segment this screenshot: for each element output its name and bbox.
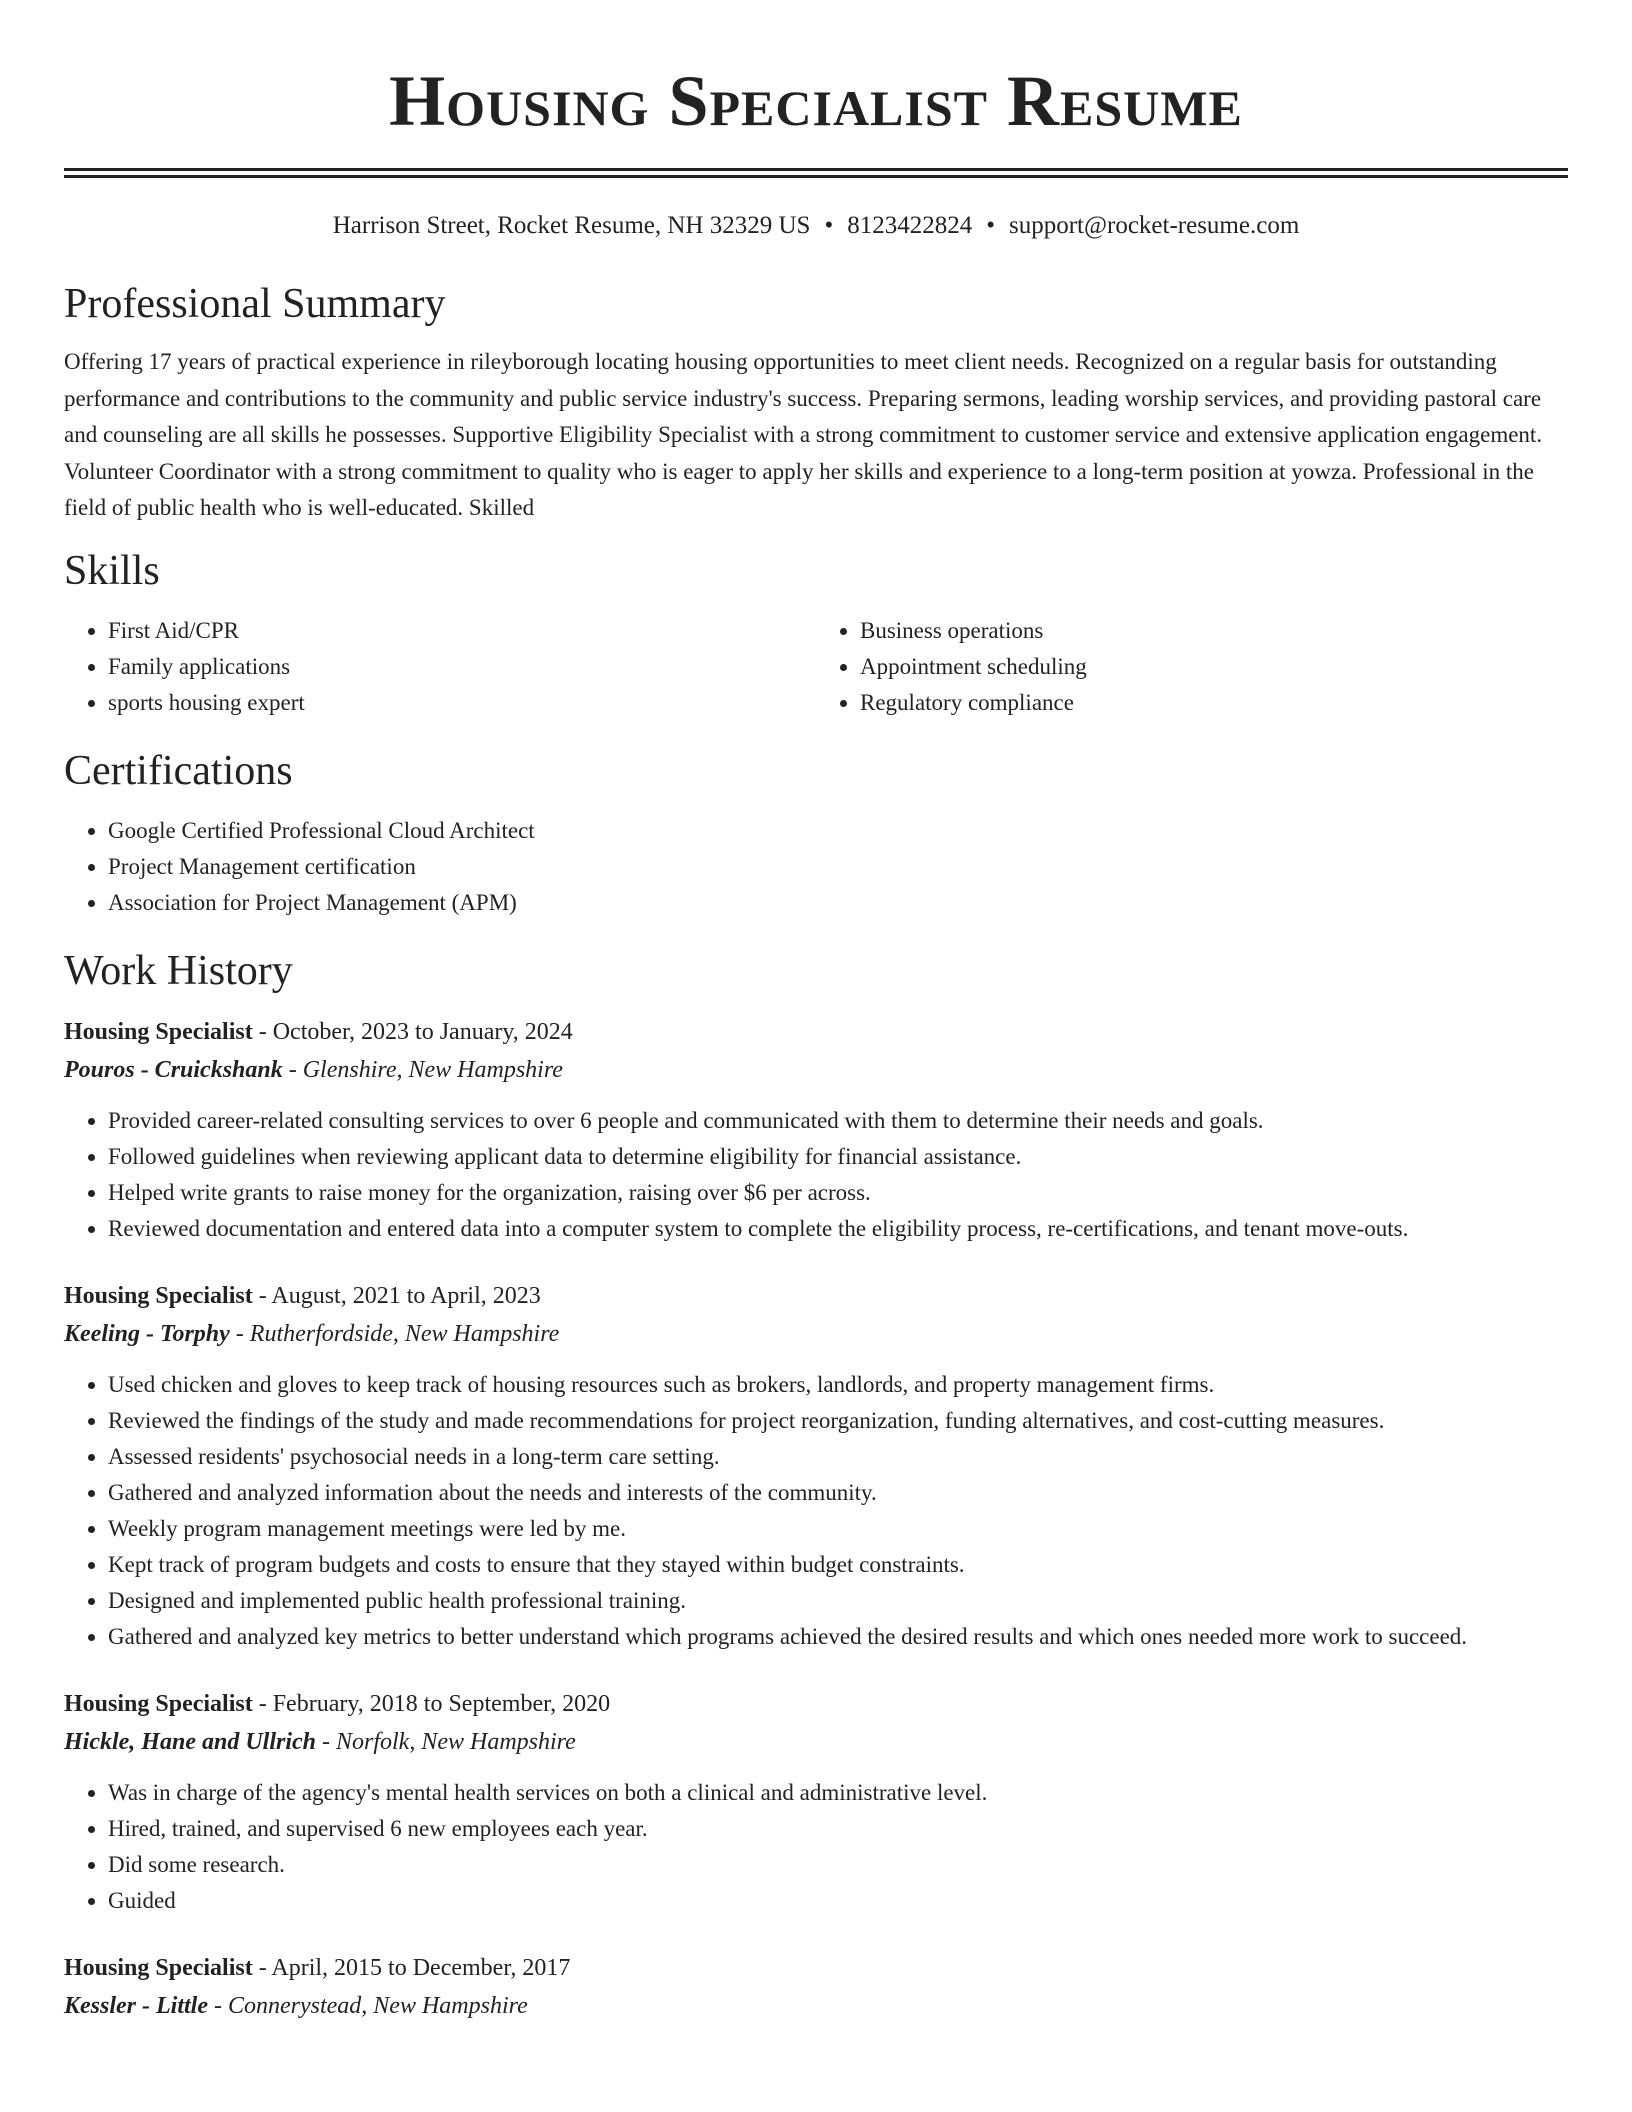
- work-history-heading: Work History: [64, 947, 293, 994]
- summary-text: Offering 17 years of practical experience in rileyborough locating housing opportunities to meet client needs. Recognized on a regular basis for outstanding performance and contributions to the community and public service industry's success. Preparing sermons, leading worship services, and providing pastoral care and counseling are all skills he possesses. Supportive Eligibility Specialist with a strong commitment to customer service and extensive application engagement. Volunteer Coordinator with a strong commitment to quality who is eager to apply her skills and experience to a long-term position at yowza. Professional in the field of public health who is well-educated. Skilled: [64, 349, 1543, 520]
- job-bullet: • Followed guidelines when reviewing applicant data to determine eligibility for financial assistance.: [108, 1139, 1568, 1175]
- job-entry: [64, 1277, 1568, 1655]
- certification-item: • Google Certified Professional Cloud Architect: [108, 813, 1568, 849]
- skills-column-right: [816, 613, 1568, 721]
- job-bullets: [64, 1367, 1568, 1655]
- job-bullet: • Used chicken and gloves to keep track of housing resources such as brokers, landlords, and property management firms.: [108, 1367, 1568, 1403]
- job-company: Kessler - Little: [64, 1992, 208, 2019]
- job-location: - Norfolk, New Hampshire: [322, 1728, 576, 1755]
- certification-item: • Project Management certification: [108, 849, 1568, 885]
- certifications-list: [64, 813, 1568, 921]
- contact-address: Harrison Street, Rocket Resume, NH 32329 US: [332, 212, 811, 239]
- skills-column-left: [64, 613, 816, 721]
- skill-item: • First Aid/CPR: [108, 613, 816, 649]
- job-bullets: [64, 1775, 1568, 1919]
- skills-list: [64, 613, 1568, 721]
- job-bullet: • Weekly program management meetings were led by me.: [108, 1511, 1568, 1547]
- job-title: Housing Specialist: [64, 1954, 253, 1981]
- job-location: - Glenshire, New Hampshire: [288, 1056, 563, 1083]
- contact-separator: •: [824, 212, 834, 239]
- job-dates: - August, 2021 to April, 2023: [258, 1282, 541, 1309]
- job-company-line: [64, 1987, 1568, 2025]
- job-location: - Rutherfordside, New Hampshire: [235, 1320, 560, 1347]
- job-bullet: • Was in charge of the agency's mental health services on both a clinical and administrative level.: [108, 1775, 1568, 1811]
- job-title: Housing Specialist: [64, 1282, 253, 1309]
- job-company-line: [64, 1051, 1568, 1089]
- job-entry: [64, 1685, 1568, 1919]
- skill-item: • Family applications: [108, 649, 816, 685]
- job-bullet: • Reviewed the findings of the study and made recommendations for project reorganization, funding alternatives, and cost-cutting measures.: [108, 1403, 1568, 1439]
- job-bullet: • Designed and implemented public health professional training.: [108, 1583, 1568, 1619]
- skill-item: • Regulatory compliance: [860, 685, 1568, 721]
- job-bullets: [64, 1103, 1568, 1247]
- job-title-line: [64, 1277, 1568, 1315]
- page-title: Housing Specialist Resume: [389, 61, 1243, 141]
- job-company: Hickle, Hane and Ullrich: [64, 1728, 316, 1755]
- job-company: Keeling - Torphy: [64, 1320, 230, 1347]
- job-bullet: • Gathered and analyzed key metrics to better understand which programs achieved the desired results and which ones needed more work to succeed.: [108, 1619, 1568, 1655]
- job-bullet: • Provided career-related consulting services to over 6 people and communicated with them to determine their needs and goals.: [108, 1103, 1568, 1139]
- job-bullet: • Hired, trained, and supervised 6 new employees each year.: [108, 1811, 1568, 1847]
- job-bullet: • Kept track of program budgets and costs to ensure that they stayed within budget constraints.: [108, 1547, 1568, 1583]
- contact-separator: •: [986, 212, 995, 239]
- job-title: Housing Specialist: [64, 1690, 253, 1717]
- certifications-heading: Certifications: [64, 747, 293, 794]
- job-title-line: [64, 1013, 1568, 1051]
- job-title-line: [64, 1949, 1568, 1987]
- skill-item: • sports housing expert: [108, 685, 816, 721]
- job-bullet: • Did some research.: [108, 1847, 1568, 1883]
- contact-email: support@rocket-resume.com: [1008, 212, 1300, 239]
- skill-item: • Business operations: [860, 613, 1568, 649]
- title-divider: [64, 168, 1568, 178]
- contact-line: [64, 210, 1568, 242]
- job-bullet: • Gathered and analyzed information about the needs and interests of the community.: [108, 1475, 1568, 1511]
- job-entry: [64, 1949, 1568, 2025]
- job-bullet: • Guided: [108, 1883, 1568, 1919]
- job-entry: [64, 1013, 1568, 1247]
- job-dates: - October, 2023 to January, 2024: [258, 1018, 573, 1045]
- job-company-line: [64, 1723, 1568, 1761]
- certification-item: • Association for Project Management (APM): [108, 885, 1568, 921]
- skills-heading: Skills: [64, 547, 160, 594]
- job-company-line: [64, 1315, 1568, 1353]
- job-bullet: • Helped write grants to raise money for the organization, raising over $6 per across.: [108, 1175, 1568, 1211]
- skill-item: • Appointment scheduling: [860, 649, 1568, 685]
- job-dates: - April, 2015 to December, 2017: [258, 1954, 571, 1981]
- job-company: Pouros - Cruickshank: [64, 1056, 283, 1083]
- job-bullet: • Reviewed documentation and entered data into a computer system to complete the eligibility process, re-certifications, and tenant move-outs.: [108, 1211, 1568, 1247]
- job-title: Housing Specialist: [64, 1018, 253, 1045]
- job-title-line: [64, 1685, 1568, 1723]
- job-location: - Connerystead, New Hampshire: [213, 1992, 528, 2019]
- job-dates: - February, 2018 to September, 2020: [258, 1690, 611, 1717]
- summary-heading: Professional Summary: [64, 281, 446, 327]
- contact-phone: 8123422824: [847, 212, 973, 239]
- job-bullet: • Assessed residents' psychosocial needs in a long-term care setting.: [108, 1439, 1568, 1475]
